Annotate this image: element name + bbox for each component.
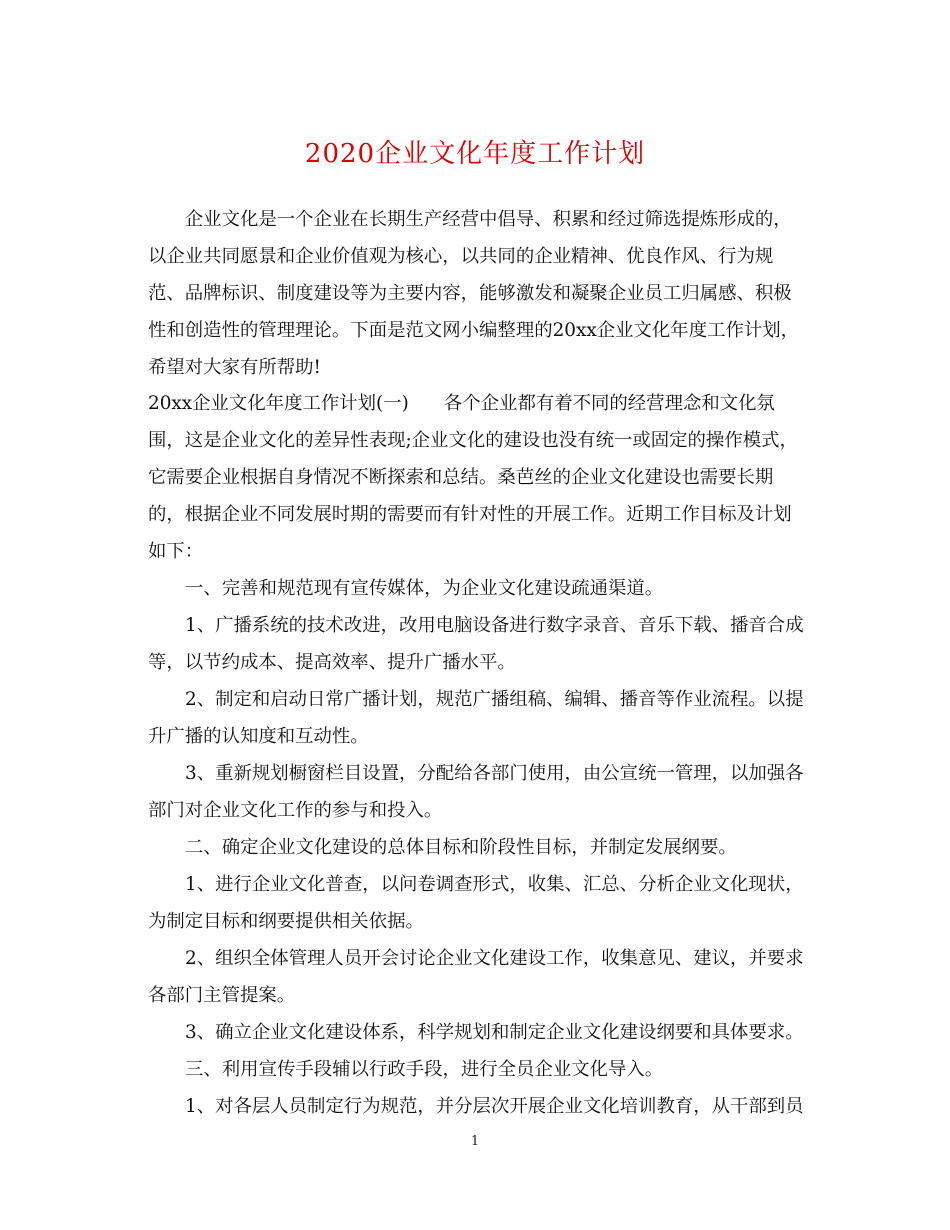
text-line: 企业文化是一个企业在长期生产经营中倡导、积累和经过筛选提炼形成的，: [148, 209, 792, 230]
document-title: 2020企业文化年度工作计划: [304, 139, 646, 169]
text-line: 等，以节约成本、提高效率、提升广播水平。: [148, 652, 516, 673]
intro-paragraph: [148, 201, 818, 386]
text-line: 各部门主管提案。: [148, 985, 296, 1006]
text-line: 1、进行企业文化普查，以问卷调查形式，收集、汇总、分析企业文化现状，: [185, 874, 804, 895]
text-line: 如下：: [148, 541, 204, 562]
paragraph: [148, 755, 818, 829]
text-line: 范、品牌标识、制度建设等为主要内容，能够激发和凝聚企业员工归属感、积极: [148, 283, 792, 304]
text-line: 以企业共同愿景和企业价值观为核心，以共同的企业精神、优良作风、行为规: [148, 246, 774, 267]
plan-section: [148, 385, 818, 570]
text-line: 为制定目标和纲要提供相关依据。: [148, 911, 424, 932]
text-line: 2、组织全体管理人员开会讨论企业文化建设工作，收集意见、建议，并要求: [185, 948, 804, 969]
page-number: 1: [470, 1134, 480, 1149]
paragraph: [148, 829, 818, 866]
paragraph: [148, 866, 818, 940]
paragraph: [148, 681, 818, 755]
text-line: 性和创造性的管理理论。下面是范文网小编整理的20xx企业文化年度工作计划，: [148, 320, 800, 341]
text-line: 围，这是企业文化的差异性表现;企业文化的建设也没有统一或固定的操作模式，: [148, 430, 798, 451]
text-line: 3、重新规划橱窗栏目设置，分配给各部门使用，由公宣统一管理，以加强各: [185, 763, 804, 784]
text-line: 2、制定和启动日常广播计划，规范广播组稿、编辑、播音等作业流程。以提: [185, 689, 804, 710]
text-line: 一、完善和规范现有宣传媒体，为企业文化建设疏通渠道。: [185, 578, 664, 599]
plan-heading: 20xx企业文化年度工作计划(一): [148, 393, 409, 414]
paragraph: [148, 607, 818, 681]
paragraph: [148, 940, 818, 1014]
plan-first-line: 各个企业都有着不同的经营理念和文化氛: [443, 393, 775, 414]
text-line: 1、对各层人员制定行为规范，并分层次开展企业文化培训教育，从干部到员: [185, 1096, 804, 1117]
paragraph: [148, 570, 818, 607]
paragraph: [148, 1014, 818, 1051]
paragraph: [148, 1051, 818, 1088]
paragraph: [148, 1088, 818, 1125]
text-line: 它需要企业根据自身情况不断探索和总结。桑芭丝的企业文化建设也需要长期: [148, 467, 774, 488]
text-line: 1、广播系统的技术改进，改用电脑设备进行数字录音、音乐下载、播音合成: [185, 615, 804, 636]
text-line: 的，根据企业不同发展时期的需要而有针对性的开展工作。近期工作目标及计划: [148, 504, 792, 525]
text-line: 三、利用宣传手段辅以行政手段，进行全员企业文化导入。: [185, 1059, 664, 1080]
text-line: 3、确立企业文化建设体系，科学规划和制定企业文化建设纲要和具体要求。: [185, 1022, 804, 1043]
text-line: 二、确定企业文化建设的总体目标和阶段性目标，并制定发展纲要。: [185, 837, 737, 858]
text-line: 希望对大家有所帮助!: [148, 357, 321, 378]
text-line: [148, 385, 818, 422]
text-line: 部门对企业文化工作的参与和投入。: [148, 800, 443, 821]
text-line: 升广播的认知度和互动性。: [148, 726, 369, 747]
